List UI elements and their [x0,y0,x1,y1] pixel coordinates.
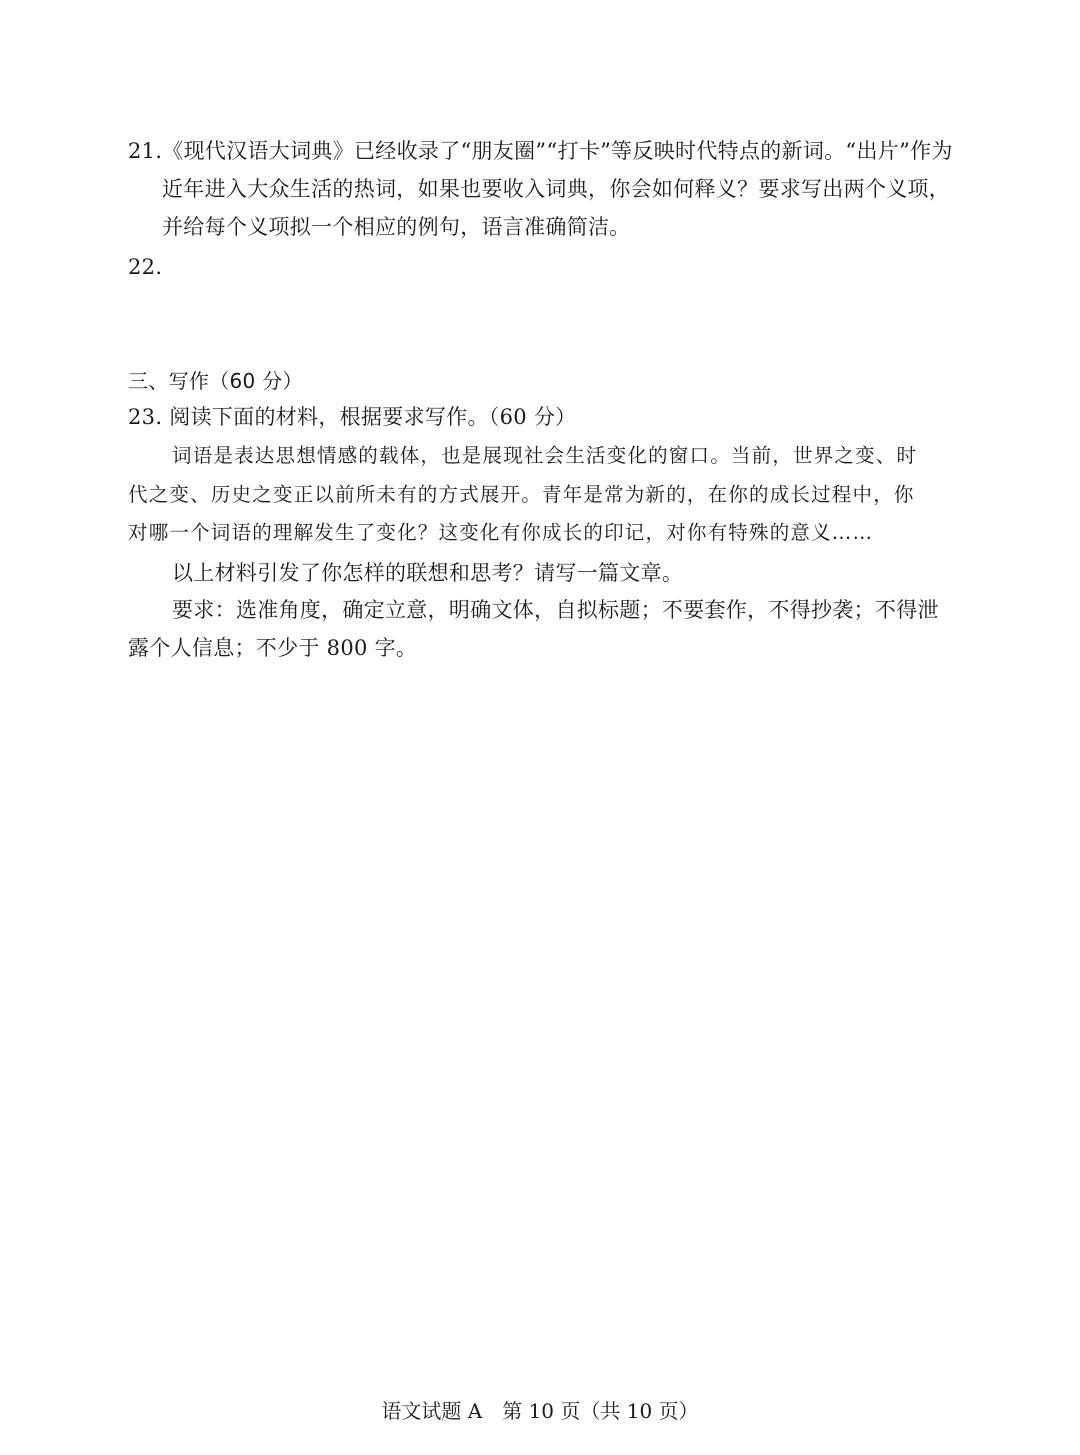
material-line-2: 代之变、历史之变正以前所未有的方式展开。青年是常为新的，在你的成长过程中，你 [128,483,915,506]
writing-requirement-line-2: 露个人信息；不少于 800 字。 [128,636,418,660]
question-21-line-3: 并给每个义项拟一个相应的例句，语言准确简洁。 [162,215,631,239]
question-21-line-1: 21.《现代汉语大词典》已经收录了“朋友圈”“打卡”等反映时代特点的新词。“出片”作为 [128,139,953,163]
material-line-1: 词语是表达思想情感的载体，也是展现社会生活变化的窗口。当前，世界之变、时 [172,444,918,467]
writing-instruction: 以上材料引发了你怎样的联想和思考？请写一篇文章。 [172,561,684,585]
material-line-3: 对哪一个词语的理解发生了变化？这变化有你成长的印记，对你有特殊的意义…… [128,521,874,544]
question-21-line-2: 近年进入大众生活的热词，如果也要收入词典，你会如何释义？要求写出两个义项， [162,177,951,201]
writing-requirement-line-1: 要求：选准角度，确定立意，明确文体，自拟标题；不要套作，不得抄袭；不得泄 [172,598,939,622]
question-23-prompt: 23. 阅读下面的材料，根据要求写作。（60 分） [128,405,577,429]
page-footer: 语文试题 A 第 10 页（共 10 页） [381,1399,699,1423]
section-3-heading: 三、写作（60 分） [128,369,303,393]
question-22-number: 22. [128,255,163,279]
